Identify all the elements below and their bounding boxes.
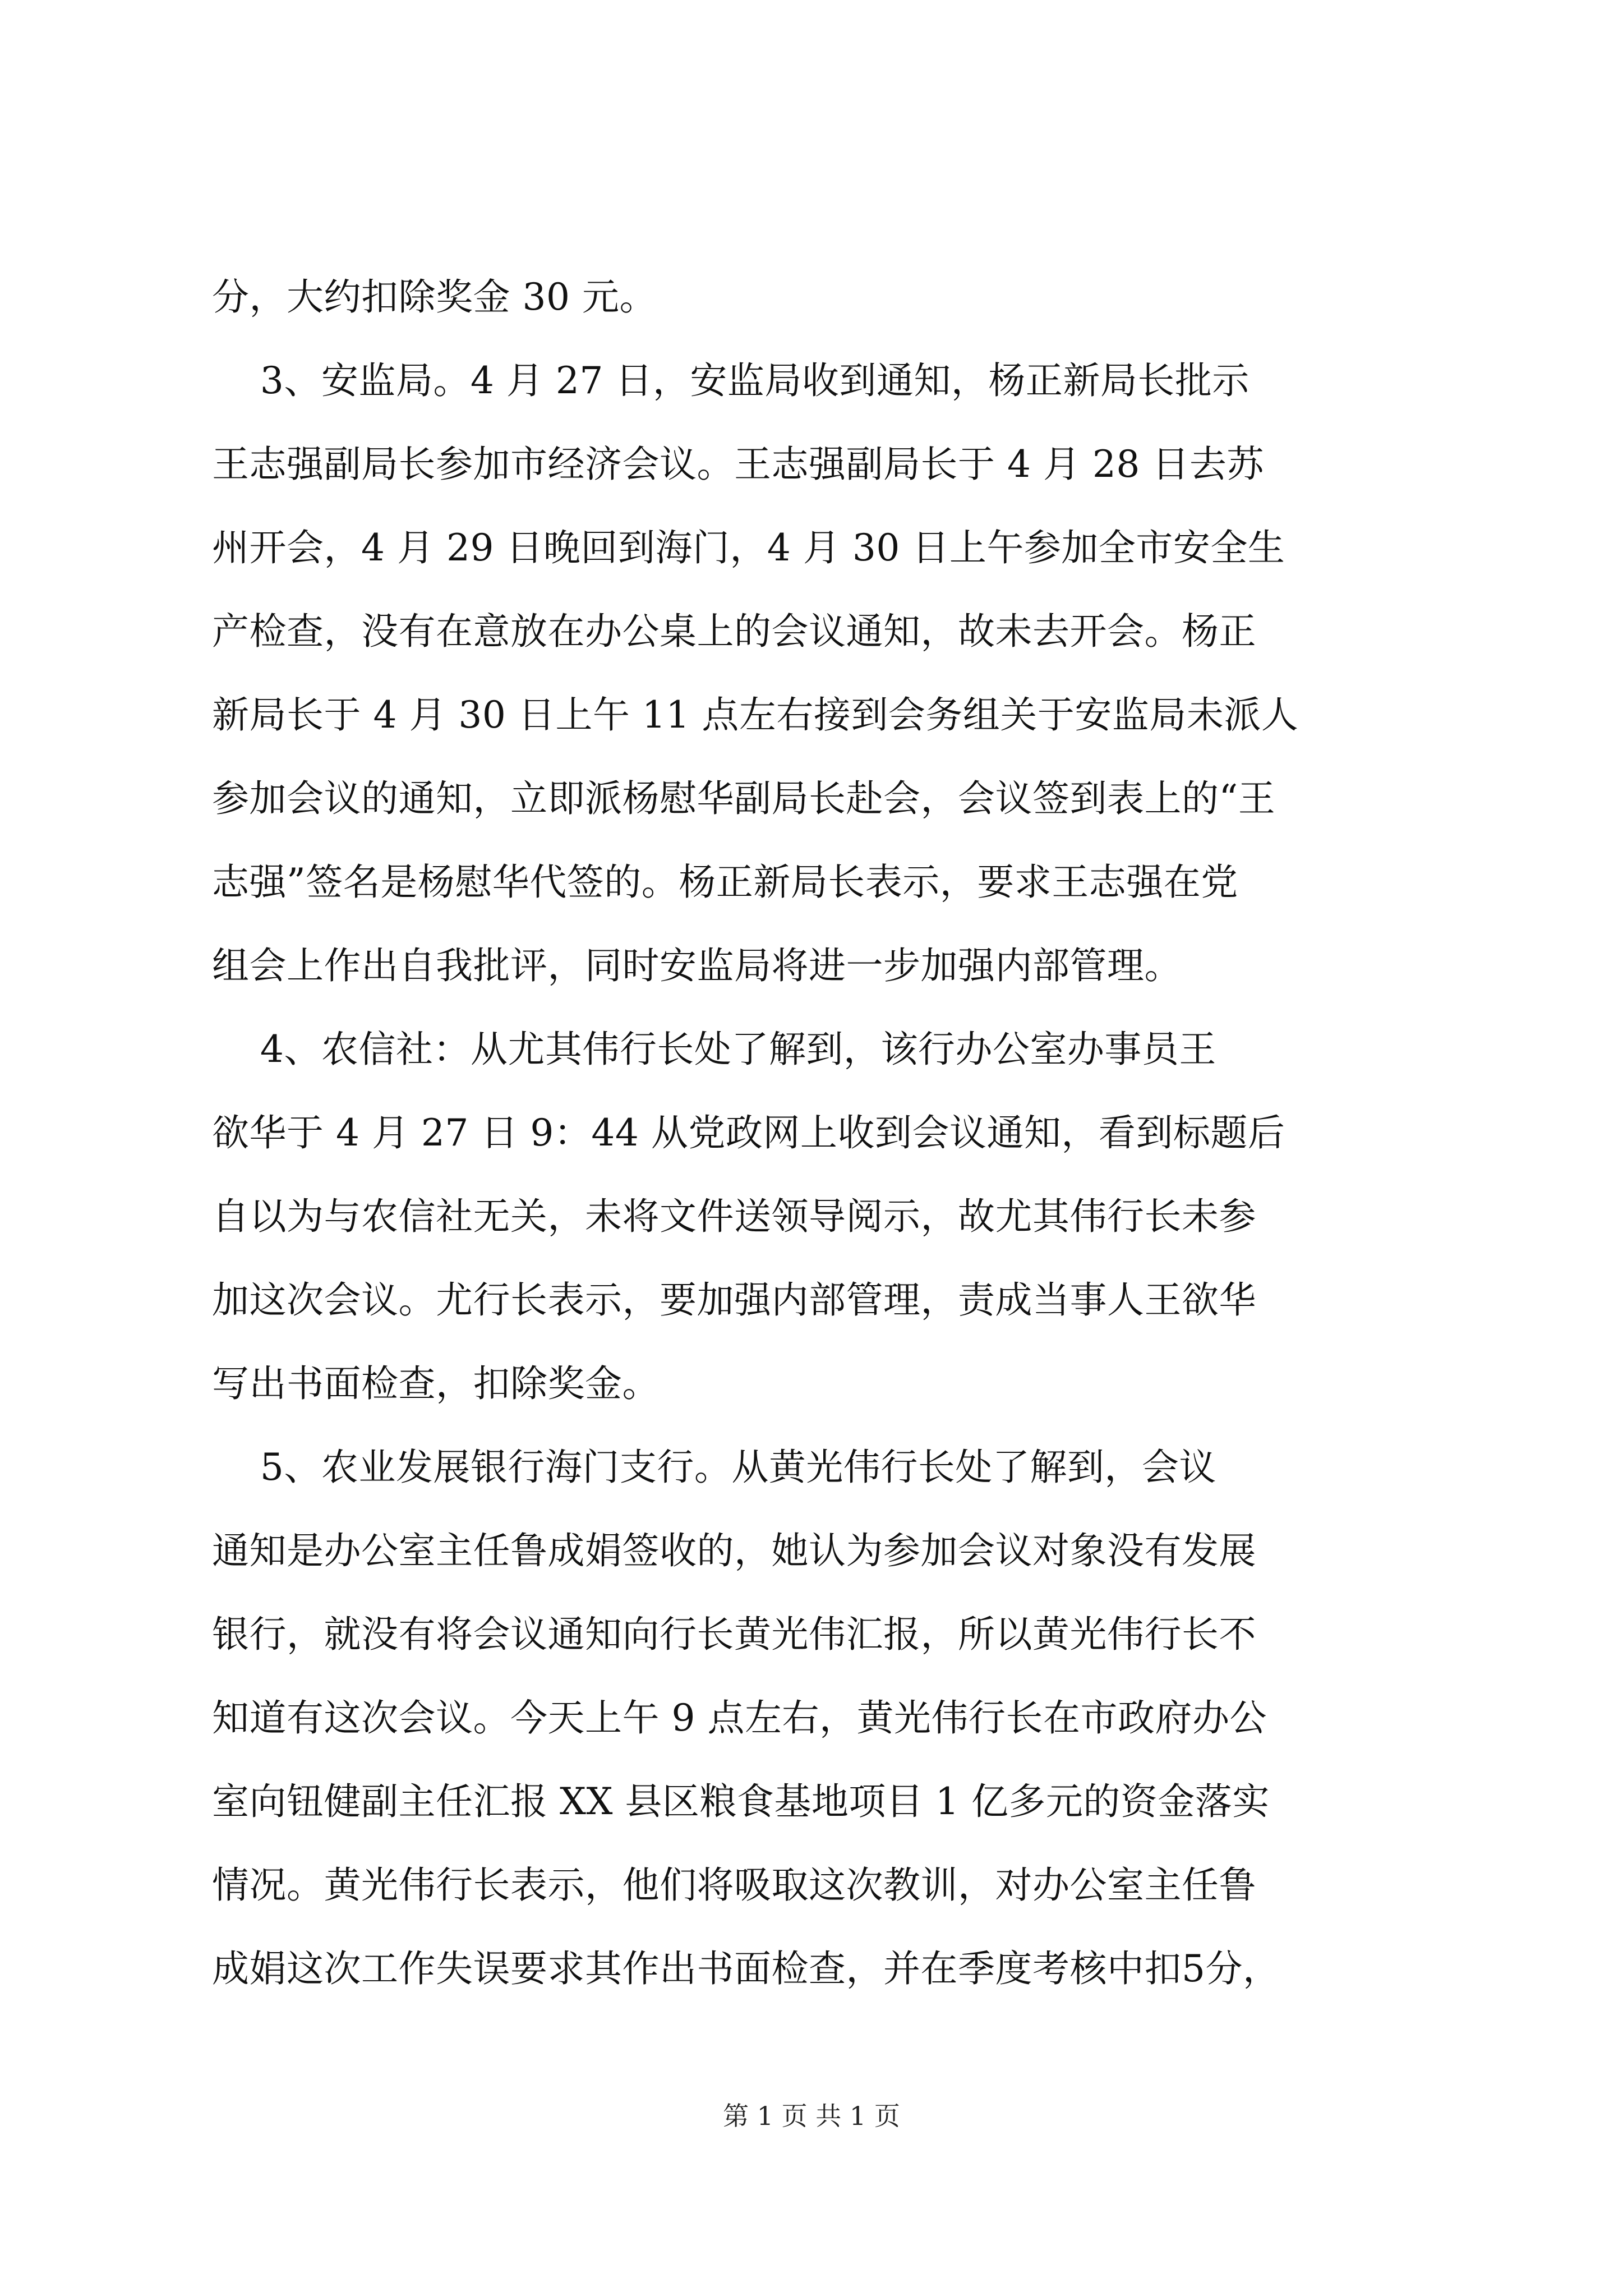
text-line: 通知是办公室主任鲁成娟签收的，她认为参加会议对象没有发展 [212, 1529, 1256, 1572]
text-line: 欲华于 4 月 27 日 9：44 从党政网上收到会议通知，看到标题后 [212, 1111, 1285, 1154]
text-line: 加这次会议。尤行长表示，要加强内部管理，责成当事人王欲华 [212, 1278, 1256, 1322]
text-line: 参加会议的通知，立即派杨慰华副局长赴会，会议签到表上的“王 [212, 777, 1276, 820]
text-line: 新局长于 4 月 30 日上午 11 点左右接到会务组关于安监局未派人 [212, 693, 1299, 737]
text-line: 组会上作出自我批评，同时安监局将进一步加强内部管理。 [212, 944, 1182, 987]
text-line: 4、农信社：从尤其伟行长处了解到，该行办公室办事员王 [212, 1028, 1216, 1071]
text-line: 产检查，没有在意放在办公桌上的会议通知，故未去开会。杨正 [212, 610, 1256, 653]
text-line: 王志强副局长参加市经济会议。王志强副局长于 4 月 28 日去苏 [212, 443, 1264, 486]
text-line: 5、农业发展银行海门支行。从黄光伟行长处了解到，会议 [212, 1446, 1216, 1489]
text-line: 志强”签名是杨慰华代签的。杨正新局长表示，要求王志强在党 [212, 861, 1238, 904]
text-line: 写出书面检查，扣除奖金。 [212, 1362, 660, 1405]
text-line: 成娟这次工作失误要求其作出书面检查，并在季度考核中扣5分， [212, 1947, 1280, 1990]
text-line: 知道有这次会议。今天上午 9 点左右，黄光伟行长在市政府办公 [212, 1696, 1267, 1740]
text-line: 州开会，4 月 29 日晚回到海门，4 月 30 日上午参加全市安全生 [212, 526, 1285, 569]
text-line: 银行，就没有将会议通知向行长黄光伟汇报，所以黄光伟行长不 [212, 1613, 1256, 1656]
text-line: 室向钮健副主任汇报 XX 县区粮食基地项目 1 亿多元的资金落实 [212, 1780, 1270, 1823]
text-line: 3、安监局。4 月 27 日，安监局收到通知，杨正新局长批示 [212, 359, 1249, 402]
document-body [212, 255, 1407, 2010]
text-line: 自以为与农信社无关，未将文件送领导阅示，故尤其伟行长未参 [212, 1195, 1256, 1238]
text-line: 情况。黄光伟行长表示，他们将吸取这次教训，对办公室主任鲁 [212, 1864, 1256, 1907]
page-number-footer: 第 1 页 共 1 页 [723, 2101, 900, 2131]
text-line: 分，大约扣除奖金 30 元。 [212, 275, 657, 319]
